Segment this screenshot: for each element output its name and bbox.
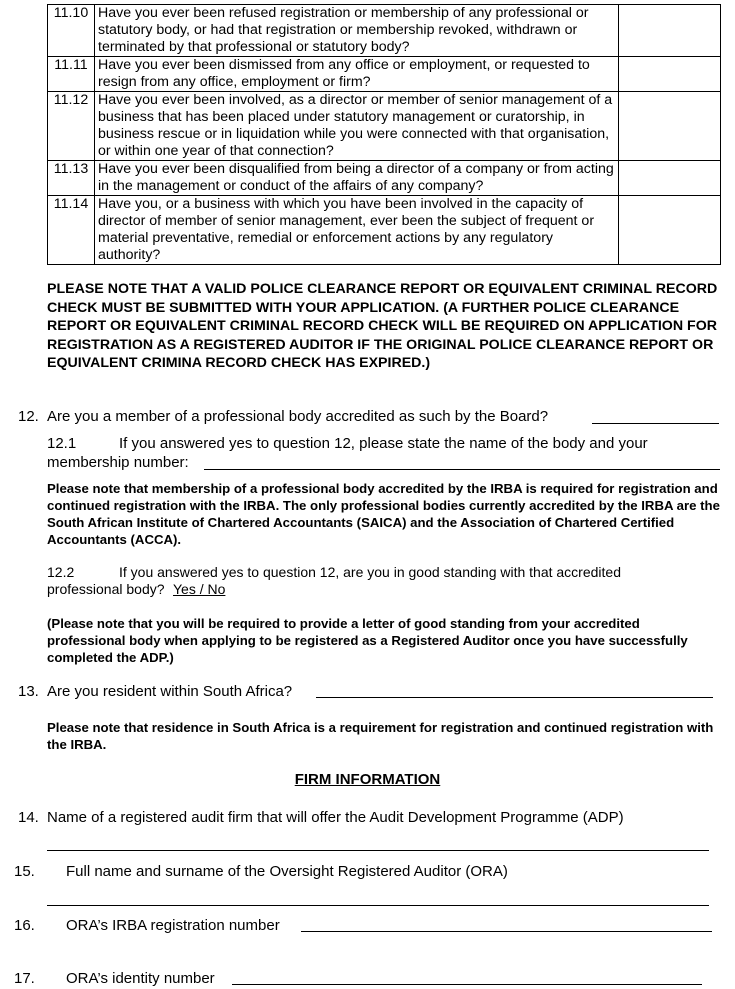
row-question: Have you, or a business with which you have been involved in the capacity of director of member of senior management, ever been the subject of frequent or material preventative, remedial or enforcement actions by any regulatory authority? xyxy=(95,196,619,265)
q12-2-text-cont: professional body? xyxy=(47,581,165,597)
q12-answer-line[interactable] xyxy=(592,423,719,424)
table-row xyxy=(48,92,721,161)
answer-cell[interactable] xyxy=(619,92,721,161)
q13-text: Are you resident within South Africa? xyxy=(47,683,293,700)
row-number: 11.13 xyxy=(48,161,95,196)
table-row xyxy=(48,161,721,196)
q12-text: Are you a member of a professional body accredited as such by the Board? xyxy=(47,408,549,425)
yes-no-options[interactable]: Yes / No xyxy=(173,581,226,597)
answer-cell[interactable] xyxy=(619,5,721,57)
table-row xyxy=(48,57,721,92)
table-row xyxy=(48,196,721,265)
good-standing-note: (Please note that you will be required to provide a letter of good standing from your accredited professional body when applying to be registered as a Registered Auditor once you have successfully completed the ADP.) xyxy=(47,616,688,665)
q12-1-text: If you answered yes to question 12, please state the name of the body and your xyxy=(119,435,648,452)
q12-number: 12. xyxy=(18,408,39,425)
ora-registration-line[interactable] xyxy=(301,931,712,932)
q15-text: Full name and surname of the Oversight Registered Auditor (ORA) xyxy=(66,863,508,880)
table-row xyxy=(48,5,721,57)
audit-firm-line[interactable] xyxy=(47,850,709,851)
accreditation-note: Please note that membership of a professional body accredited by the IRBA is required for registration and continued registration with the IRBA. The only professional bodies currently accredited by the IRBA are the South African Institute of Chartered Accountants (SAICA) and the Association of Chartered Certified Accountants (ACCA). xyxy=(47,481,720,547)
q15-number: 15. xyxy=(14,863,35,880)
row-question: Have you ever been disqualified from being a director of a company or from acting in the management or conduct of the affairs of any company? xyxy=(95,161,619,196)
q14-text: Name of a registered audit firm that will offer the Audit Development Programme (ADP) xyxy=(47,809,624,826)
firm-information-heading: FIRM INFORMATION xyxy=(294,771,441,788)
q14-number: 14. xyxy=(18,809,39,826)
row-question: Have you ever been dismissed from any office or employment, or requested to resign from any office, employment or firm? xyxy=(95,57,619,92)
q17-text: ORA’s identity number xyxy=(66,970,215,987)
q16-number: 16. xyxy=(14,917,35,934)
q13-answer-line[interactable] xyxy=(316,697,713,698)
row-number: 11.11 xyxy=(48,57,95,92)
questions-table xyxy=(47,4,721,265)
residence-note: Please note that residence in South Africa is a requirement for registration and continued registration with the IRBA. xyxy=(47,720,714,752)
q17-number: 17. xyxy=(14,970,35,987)
police-clearance-note: PLEASE NOTE THAT A VALID POLICE CLEARANCE REPORT OR EQUIVALENT CRIMINAL RECORD CHECK MUST BE SUBMITTED WITH YOUR APPLICATION. (A FURTHER POLICE CLEARANCE REPORT OR EQUIVALENT CRIMINAL RECORD CHECK WILL BE REQUIRED ON APPLICATION FOR REGISTRATION AS A REGISTERED AUDITOR IF THE ORIGINAL POLICE CLEARANCE REPORT OR EQUIVALENT CRIMINA RECORD CHECK HAS EXPIRED.) xyxy=(47,281,718,371)
row-question: Have you ever been refused registration or membership of any professional or statutory body, or had that registration or membership revoked, withdrawn or terminated by that professional or statutory body? xyxy=(95,5,619,57)
row-number: 11.10 xyxy=(48,5,95,57)
membership-number-line[interactable] xyxy=(204,469,720,470)
q12-1-text-cont: membership number: xyxy=(47,454,189,471)
answer-cell[interactable] xyxy=(619,161,721,196)
q16-text: ORA’s IRBA registration number xyxy=(66,917,280,934)
q12-1-number: 12.1 xyxy=(47,435,77,452)
q12-2-number: 12.2 xyxy=(47,564,75,580)
q13-number: 13. xyxy=(18,683,39,700)
ora-name-line[interactable] xyxy=(47,905,709,906)
row-question: Have you ever been involved, as a director or member of senior management of a business that has been placed under statutory management or curatorship, in business rescue or in liquidation while you were connected with that organisation, or within one year of that connection? xyxy=(95,92,619,161)
answer-cell[interactable] xyxy=(619,57,721,92)
ora-identity-line[interactable] xyxy=(232,984,702,985)
answer-cell[interactable] xyxy=(619,196,721,265)
q12-2-text: If you answered yes to question 12, are you in good standing with that accredited xyxy=(119,564,621,580)
row-number: 11.12 xyxy=(48,92,95,161)
row-number: 11.14 xyxy=(48,196,95,265)
